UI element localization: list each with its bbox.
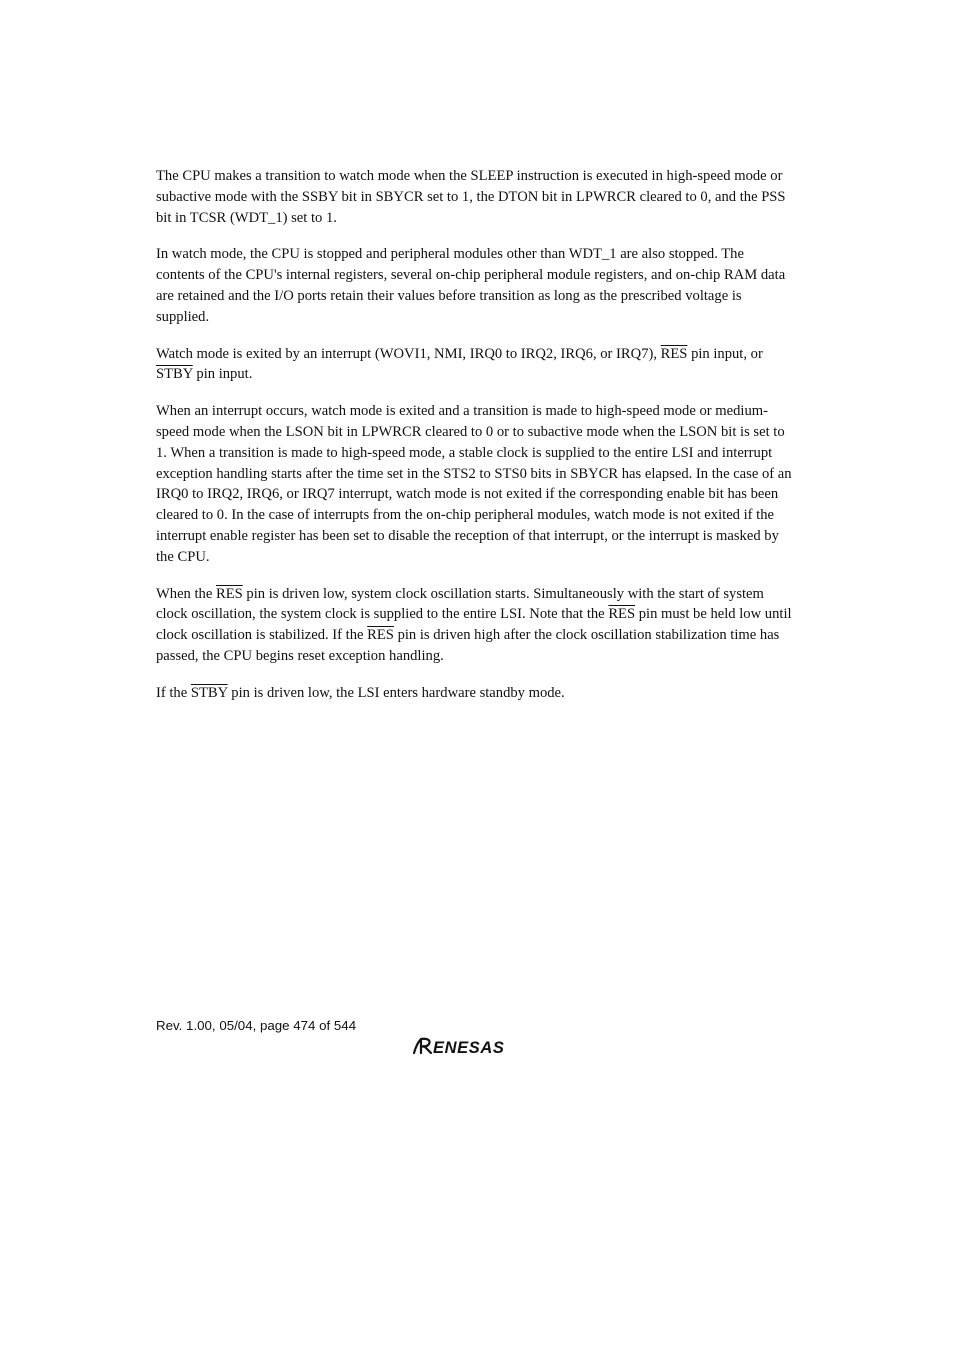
paragraph-stby-pin [156, 683, 796, 704]
paragraph-res-pin [156, 584, 796, 667]
text-fragment: pin is driven low, the LSI enters hardware standby mode. [227, 684, 565, 701]
text-fragment: Watch mode is exited by an interrupt (WOVI1, NMI, IRQ0 to IRQ2, IRQ6, or IRQ7), [156, 345, 661, 362]
text-fragment: pin must be held low until clock oscillation is stabilized. If the [156, 606, 792, 644]
renesas-logo-icon [412, 1036, 536, 1056]
res-signal-name: $\overline{RES}$ [215, 585, 243, 602]
paragraph-interrupt-exit: When an interrupt occurs, watch mode is exited and a transition is made to high-speed mode or medium-speed mode when the LSON bit in LPWRCR cleared to 0 or to subactive mode when the LSON bit is set to 1. When a transition is made to high-speed mode, a stable clock is supplied to the entire LSI and interrupt exception handling starts after the time set in the STS2 to STS0 bits in SBYCR has elapsed. In the case of an IRQ0 to IRQ2, IRQ6, or IRQ7 interrupt, watch mode is not exited if the corresponding enable bit has been cleared to 0. In the case of interrupts from the on-chip peripheral modules, watch mode is not exited if the interrupt enable register has been set to disable the reception of that interrupt, or the interrupt is masked by the CPU. [156, 403, 792, 565]
text-fragment: If the [156, 684, 191, 701]
paragraph-watch-mode-transition: The CPU makes a transition to watch mode when the SLEEP instruction is executed in high-speed mode or subactive mode with the SSBY bit in SBYCR set to 1, the DTON bit in LPWRCR cleared to 0, and the PSS bit in TCSR (WDT_1) set to 1. [156, 168, 786, 226]
paragraph-watch-mode-exit [156, 344, 796, 386]
res-signal-name: $\overline{RES}$ [660, 345, 688, 362]
text-fragment: pin input. [192, 366, 253, 383]
text-fragment: pin is driven high after the clock oscillation stabilization time has passed, the CPU begins reset exception handling. [156, 627, 780, 664]
res-signal-name: $\overline{RES}$ [367, 627, 394, 644]
page-footer-info: Rev. 1.00, 05/04, page 474 of 544 [156, 1018, 357, 1033]
stby-signal-name: STBY [156, 366, 193, 383]
svg-text:ENESAS: ENESAS [433, 1039, 505, 1056]
paragraph-watch-mode-state: In watch mode, the CPU is stopped and peripheral modules other than WDT_1 are also stopped. The contents of the CPU's internal registers, several on-chip peripheral module registers, and on-chip RAM data are retained and the I/O ports retain their values before transition as long as the prescribed voltage is supplied. [156, 246, 786, 325]
res-signal-name: $\overline{RES}$ [608, 606, 636, 623]
body-text [156, 166, 796, 720]
text-fragment: pin input, or [687, 345, 763, 362]
text-fragment: pin is driven low, system clock oscillation starts. Simultaneously with the start of system clock oscillation, the system clock is supplied to the entire LSI. Note that the [156, 585, 764, 623]
text-fragment: When the [156, 585, 216, 602]
stby-signal-name: STBY [190, 684, 228, 701]
